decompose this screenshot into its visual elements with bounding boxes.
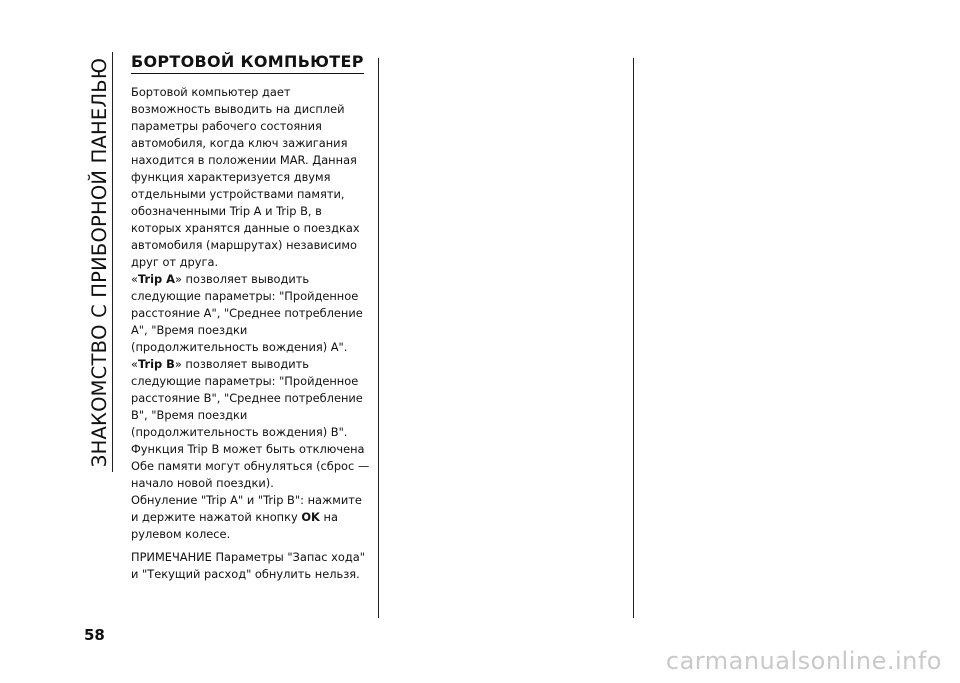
- watermark: carmanualsonline.info: [665, 647, 942, 675]
- chapter-divider: [112, 52, 113, 472]
- column-divider-right: [633, 58, 634, 618]
- reset-howto-paragraph: Обнуление "Trip A" и "Trip B": нажмите и держите нажатой кнопку OK на рулевом колесе.: [131, 493, 362, 541]
- page-number: 58: [84, 626, 105, 644]
- chapter-side-title: [80, 52, 120, 472]
- section-body: [131, 84, 371, 583]
- column-divider-left: [378, 58, 379, 618]
- trip-a-label: Trip A: [137, 272, 175, 286]
- trip-a-paragraph: «Trip A» позволяет выводить следующие параметры: "Пройденное расстояние A", "Среднее потребление A", "Время поездки (продолжительность вождения) A".: [131, 272, 363, 354]
- chapter-side-title-text: ЗНАКОМСТВО С ПРИБОРНОЙ ПАНЕЛЬЮ: [88, 57, 112, 467]
- note-paragraph: ПРИМЕЧАНИЕ Параметры "Запас хода" и "Текущий расход" обнулить нельзя.: [131, 550, 365, 581]
- intro-paragraph: Бортовой компьютер дает возможность выводить на дисплей параметры рабочего состояния автомобиля, когда ключ зажигания находится в положении MAR. Данная функция характеризуется двумя отдельными устройствами памяти, обозначенными Trip A и Trip B, в которых хранятся данные о поездках автомобиля (маршрутах) независимо друг от друга.: [131, 85, 360, 269]
- ok-button-label: OK: [301, 510, 320, 524]
- trip-b-paragraph: «Trip B» позволяет выводить следующие параметры: "Пройденное расстояние B", "Среднее потребление B", "Время поездки (продолжительность вождения) B". Функция Trip B может быть отключена: [131, 357, 365, 456]
- trip-b-label: Trip B: [137, 357, 175, 371]
- reset-paragraph: Обе памяти могут обнуляться (сброс — начало новой поездки).: [131, 459, 370, 490]
- section-title: БОРТОВОЙ КОМПЬЮТЕР: [131, 52, 364, 74]
